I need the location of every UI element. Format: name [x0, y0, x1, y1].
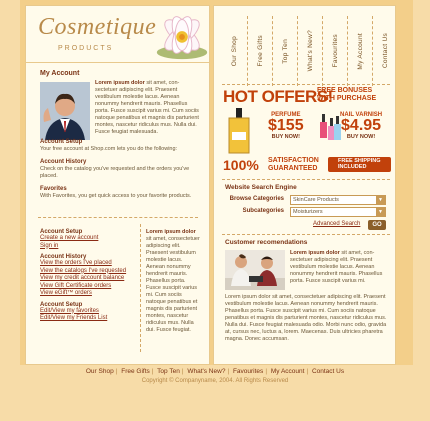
intro-text: sit amet, con-sectetuer adipiscing elit. Praesent vestibulum molestie lacus. Aenean nonummy hendrerit mauris. Phasellus porta. Fusce suscipit varius mi. Cum sociis natoque penatibus et magnis dis parturient montes, nascetur ridiculus mus. Nulla dui. Fusce feugiat malesuada.: [95, 80, 199, 135]
nav-label: Free Gifts: [256, 35, 264, 67]
footer-whats-new[interactable]: What's New?: [187, 368, 226, 375]
footer-free-gifts[interactable]: Free Gifts: [121, 368, 150, 375]
my-account-heading: My Account: [40, 70, 80, 77]
separator: |: [227, 368, 230, 375]
nav-top-ten[interactable]: [272, 16, 297, 86]
nav-free-gifts[interactable]: [247, 16, 272, 86]
account-setup-heading: Account Setup: [40, 139, 83, 145]
nav-whats-new[interactable]: [297, 16, 322, 86]
select-value: SkinCare Products: [293, 197, 339, 203]
orders-link[interactable]: View the orders I've placed: [40, 260, 112, 266]
browse-categories-select[interactable]: [290, 195, 386, 205]
satisfaction-text: SATISFACTION GUARANTEED: [268, 157, 319, 172]
perfume-label: PERFUME: [271, 112, 301, 118]
separator: |: [306, 368, 309, 375]
nail-varnish-price: $4.95: [341, 117, 382, 134]
perfume-buy-now[interactable]: BUY NOW!: [271, 134, 300, 140]
browse-categories-label: Browse Categories: [229, 196, 284, 202]
link-group-title: Account Setup: [40, 229, 83, 235]
separator: |: [115, 368, 118, 375]
section-divider: [222, 179, 390, 180]
nav-my-account[interactable]: [347, 16, 372, 86]
customer-text: [290, 250, 388, 285]
account-history-heading: Account History: [40, 159, 87, 165]
gift-certificate-link[interactable]: View Gift Certificate orders: [40, 282, 112, 289]
favorites-link[interactable]: Edit/View my favorites: [40, 307, 99, 314]
select-value: Moisturizers: [293, 209, 323, 215]
favorites-heading: Favorites: [40, 186, 67, 192]
nav-contact-us[interactable]: [372, 16, 397, 86]
link-group-title: Account History: [40, 254, 87, 260]
chevron-down-icon: ▼: [376, 208, 385, 216]
search-heading: Website Search Engine: [225, 184, 297, 191]
copyright: Copyright © Companyname, 2004. All Rights Reserved: [141, 378, 289, 384]
separator: |: [181, 368, 184, 375]
intro-bold: Lorem ipsum dolor: [95, 80, 145, 86]
link-group-title: Account Setup: [40, 301, 83, 308]
favorites-text: With Favorites, you get quick access to your favorite products.: [40, 193, 192, 199]
footer-nav: [0, 368, 430, 375]
nav-divider: [222, 84, 390, 85]
customers-image: [225, 250, 285, 290]
subcategories-select[interactable]: [290, 207, 386, 217]
free-shipping-badge: FREE SHIPPING INCLUDED: [328, 157, 391, 172]
perfume-offer[interactable]: [268, 112, 304, 140]
nail-varnish-buy-now[interactable]: BUY NOW!: [346, 134, 376, 140]
free-bonuses-text: FREE BONUSES WITH PURCHASE: [317, 87, 377, 102]
section-divider: [222, 234, 390, 235]
lorem-text: sit amet, consectetuer adipiscing elit. Praesent vestibulum molestie lacus. Aenean nonummy hendrerit mauris. Phasellus porta. Fusce suscipit varius mi. Cum sociis natoque penatibus et magnis dis parturient montes, nascetur ridiculus mus. Nulla dui. Fusce feugiat.: [146, 236, 200, 333]
intro-paragraph: [95, 80, 200, 136]
nail-varnish-icon[interactable]: [318, 112, 342, 144]
section-divider: [38, 217, 198, 218]
catalogs-link[interactable]: View the catalogs I've requested: [40, 267, 127, 274]
nav-label: Contact Us: [381, 33, 389, 69]
nav-label: What's New?: [306, 30, 314, 72]
nav-label: Top Ten: [281, 38, 289, 64]
credit-balance-link[interactable]: View my credit account balance: [40, 275, 125, 281]
go-button[interactable]: GO: [368, 220, 386, 230]
nail-varnish-offer[interactable]: [340, 112, 382, 140]
nav-label: Our Shop: [231, 35, 238, 67]
satisfaction-percent: 100%: [223, 157, 259, 173]
businessman-photo: [40, 82, 90, 140]
account-links: [40, 229, 135, 323]
separator: |: [151, 368, 154, 375]
column-divider: [140, 224, 141, 352]
create-account-link[interactable]: Create a new account: [40, 235, 99, 241]
footer-top-ten[interactable]: Top Ten: [157, 368, 180, 375]
chevron-down-icon: ▼: [376, 196, 385, 204]
hot-offers-heading: HOT OFFERS!: [223, 87, 333, 106]
customer-photo: [225, 250, 285, 290]
nail-varnish-label: NAIL VARNISH: [340, 112, 383, 118]
sign-in-link[interactable]: Sign in: [40, 242, 59, 249]
lotus-flower-icon: [153, 6, 211, 64]
avatar: [40, 82, 90, 140]
nav-label: My Account: [356, 32, 364, 70]
customer-rest: sit amet, con-sectetuer adipiscing elit. Praesent vestibulum molestie lacus. Aenean nonummy hendrerit mauris. Phasellus porta. Fusce suscipit varius mi.: [290, 250, 383, 284]
perfume-bottle-icon[interactable]: [228, 108, 250, 154]
advanced-search-link[interactable]: Advanced Search: [313, 221, 361, 227]
account-setup-text: Your free account at Shop.com lets you do the following:: [40, 146, 178, 152]
account-history-text: Check on the catalog you've requested and the orders you've placed.: [40, 166, 190, 179]
customer-more-text: Lorem ipsum dolor sit amet, consectetuer adipiscing elit. Praesent vestibulum molestie lacus. Aenean nonummy hendrerit mauris. Phasellus porta. Fusce suscipit varius mi. Cum sociis natoque penatibus et magnis dis parturient montes, nascetur ridiculus mus. Nulla dui. Fusce feugiat malesuada odio. Morbi nunc odio, gravida at, cursus nec, luctus a, lorem. Maecenas. Duis ultricies pharetra magna. Donec accumsan.: [225, 294, 387, 342]
customer-heading: Customer recomendations: [225, 239, 308, 246]
separator: |: [265, 368, 268, 375]
main-nav: [222, 16, 397, 86]
nav-label: Favourites: [331, 34, 339, 68]
egift-orders-link[interactable]: View eGift™ orders: [40, 290, 92, 296]
lorem-column: [146, 229, 201, 334]
footer-my-account[interactable]: My Account: [270, 368, 305, 375]
brand-subtitle: PRODUCTS: [58, 45, 114, 52]
header-divider: [25, 62, 210, 63]
subcategories-label: Subcategories: [242, 208, 284, 214]
footer-contact-us[interactable]: Contact Us: [311, 368, 345, 375]
customer-bold: Lorem ipsum dolor: [290, 250, 340, 256]
nav-our-shop[interactable]: [222, 16, 247, 86]
friends-list-link[interactable]: Edit/View my Friends List: [40, 315, 108, 321]
footer-our-shop[interactable]: Our Shop: [85, 368, 114, 375]
lorem-bold: Lorem ipsum dolor: [146, 229, 196, 235]
brand-logo[interactable]: Cosmetique: [38, 14, 157, 40]
footer-favourites[interactable]: Favourites: [232, 368, 264, 375]
nav-favourites[interactable]: [322, 16, 347, 86]
perfume-price: $155: [268, 117, 304, 134]
